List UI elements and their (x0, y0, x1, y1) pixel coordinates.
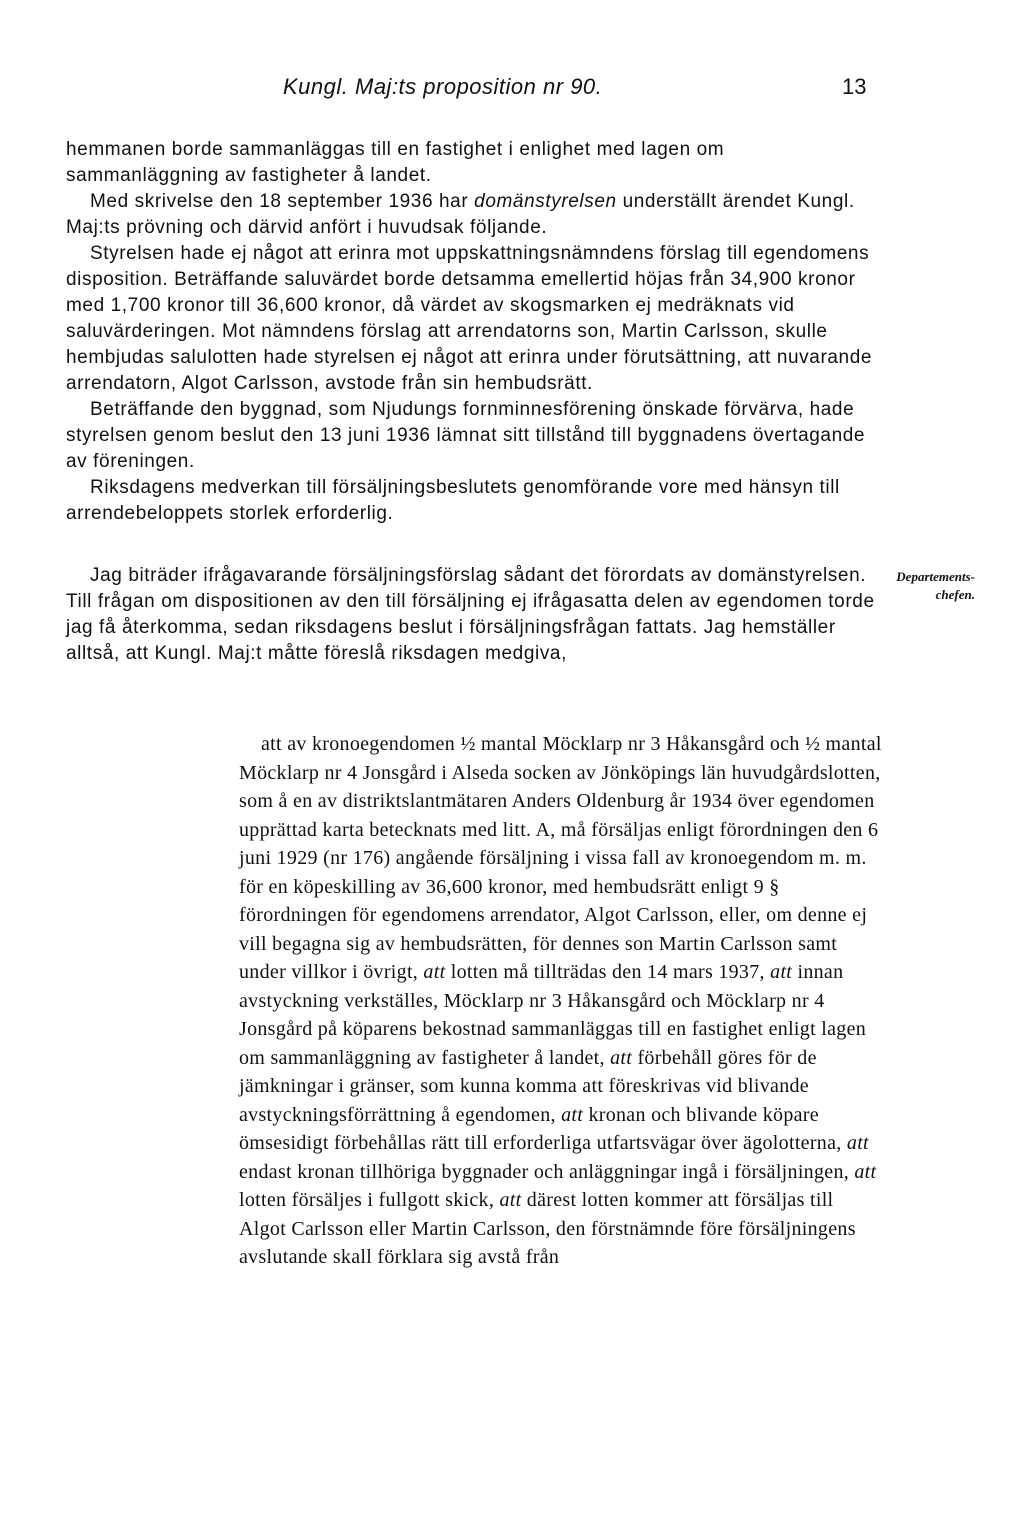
italic-att: att (499, 1189, 522, 1211)
italic-att: att (770, 961, 793, 983)
running-header-title: Kungl. Maj:ts proposition nr 90. (283, 74, 603, 99)
text-run: Med skrivelse den 18 september 1936 har (90, 191, 475, 212)
text-run: att av kronoegendomen ½ mantal Möcklarp nr 3 Håkansgård och ½ mantal Möcklarp nr 4 Jonsgård i Alseda socken av Jönköpings län huvudgårdslotten, som å en av distriktslantmätaren Anders Oldenburg år 1934 över egendomen upprättad karta betecknats med litt. A, må försäljas enligt förordningen den 6 juni 1929 (nr 176) angående försäljning i vissa fall av kronoegendom m. m. för en köpeskilling av 36,600 kronor, med hembudsrätt enligt 9 § förordningen för egendomens arrendator, Algot Carlsson, eller, om denne ej vill begagna sig av hembudsrätten, för dennes son Martin Carlsson samt under villkor i övrigt, (239, 733, 882, 983)
paragraph-riksdagen: Riksdagens medverkan till försäljningsbeslutets genomförande vore med hänsyn till arrendebeloppets storlek erforderlig. (66, 477, 840, 524)
italic-term: domänstyrelsen (474, 191, 617, 212)
italic-att: att (854, 1160, 877, 1183)
italic-att: att (846, 1132, 869, 1154)
text-run: underställt ärendet Kungl. Maj:ts prövning och därvid anfört i huvudsak följande. (66, 191, 855, 238)
italic-att: att (561, 1103, 584, 1126)
paragraph-skrivelse (66, 189, 880, 241)
margin-note-line: chefen. (935, 587, 975, 602)
text-run: därest lotten kommer att försäljas till Algot Carlsson eller Martin Carlsson, den förstnämnde före försäljningens avslutande skall förklara sig avstå från (239, 1189, 856, 1268)
paragraph-styrelsen: Styrelsen hade ej något att erinra mot uppskattningsnämndens förslag till egendomens disposition. Beträffande saluvärdet borde detsamma emellertid höjas från 34,900 kronor med 1,700 kronor till 36,600 kronor, då värdet av skogsmarken ej medräknats vid saluvärderingen. Mot nämndens förslag att arrendatorns son, Martin Carlsson, skulle hembjudas salulotten hade styrelsen ej något att erinra under förutsättning, att nuvarande arrendatorn, Algot Carlsson, avstode från sin hembudsrätt. (66, 243, 873, 394)
italic-att: att (610, 1046, 633, 1069)
text-run: lotten försäljes i fullgott skick, (239, 1189, 500, 1211)
italic-att: att (423, 961, 446, 983)
text-run: förbehåll göres för de jämkningar i gränser, som kunna komma att föreskrivas vid blivande avstyckningsförrättning å egendomen, (239, 1046, 817, 1126)
text-run: lotten må tillträdas den 14 mars 1937, (445, 961, 771, 983)
page-number: 13 (842, 74, 867, 99)
paragraph-byggnad: Beträffande den byggnad, som Njudungs fornminnesförening önskade förvärva, hade styrelsen genom beslut den 13 juni 1936 lämnat sitt tillstånd till byggnadens övertagande av föreningen. (66, 399, 866, 472)
margin-note-line: Departements- (896, 569, 975, 584)
text-run: kronan och blivande köpare ömsesidigt förbehållas rätt till erforderliga utfartsvägar över ägolotterna, (239, 1103, 847, 1154)
paragraph-continuation: hemmanen borde sammanläggas till en fastighet i enlighet med lagen om sammanläggning av fastigheter å landet. (66, 139, 725, 186)
paragraph-jag-bitrader: Jag biträder ifrågavarande försäljningsförslag sådant det förordats av domänstyrelsen. Till frågan om dispositionen av den till försäljning ej ifrågasatta delen av egendomen torde jag få återkomma, sedan riksdagens beslut i försäljningsfrågan fattats. Jag hemställer alltså, att Kungl. Maj:t måtte föreslå riksdagen medgiva, (66, 565, 875, 664)
text-run: innan avstyckning verkställes, Möcklarp nr 3 Håkansgård och Möcklarp nr 4 Jonsgård på köparens bekostnad sammanläggas till en fastighet enligt lagen om sammanläggning av fastigheter å landet, (239, 961, 867, 1069)
text-run: endast kronan tillhöriga byggnader och anläggningar ingå i försäljningen, (239, 1160, 855, 1183)
report-section (66, 137, 880, 527)
minister-statement (66, 563, 880, 667)
proposal-paragraph (239, 730, 884, 1272)
proposal-text (239, 730, 884, 1272)
margin-note (885, 568, 975, 604)
